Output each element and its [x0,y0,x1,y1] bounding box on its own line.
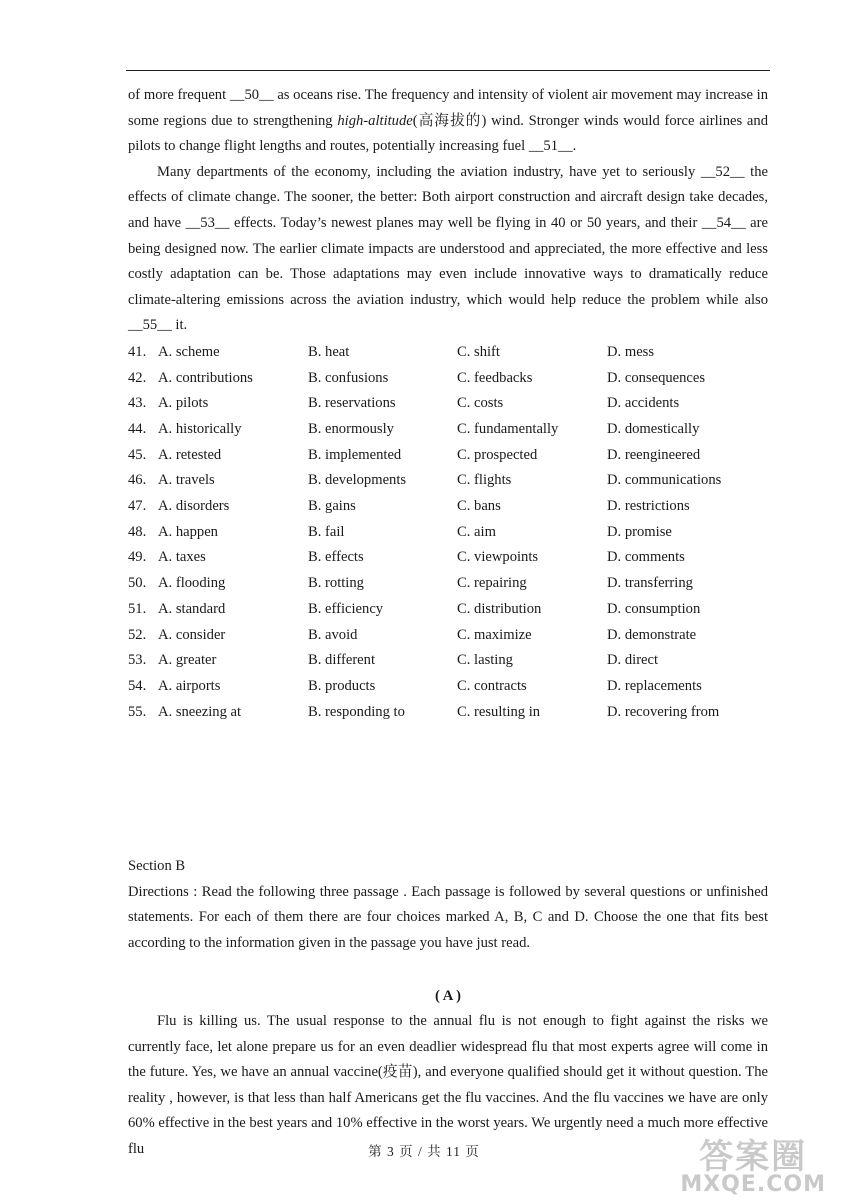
option-b: B. confusions [308,369,389,386]
option-row [128,340,768,366]
option-c: C. resulting in [457,703,541,720]
option-d: D. transferring [607,575,693,592]
option-a: A. pilots [158,395,209,412]
option-b: B. rotting [308,575,364,592]
option-row [128,571,768,597]
question-number: 41. [128,343,147,360]
option-a: A. travels [158,472,215,489]
option-b: B. reservations [308,395,396,412]
watermark-line-1: 答案圈 [699,1137,808,1177]
section-b [128,854,768,956]
header-rule [126,70,770,71]
option-d: D. replacements [607,677,702,694]
cloze-passage [128,83,768,725]
question-number: 44. [128,421,147,437]
option-a: A. sneezing at [158,703,242,720]
question-number: 50. [128,575,147,592]
option-b: B. effects [308,549,364,566]
option-row [128,545,768,571]
option-c: C. feedbacks [457,369,533,386]
option-d: D. demonstrate [607,626,697,643]
option-b: B. enormously [308,421,394,437]
option-c: C. viewpoints [457,549,539,566]
question-number: 46. [128,472,147,489]
option-b: B. fail [308,523,345,540]
paragraph-text: of more frequent __50__ as oceans rise. The frequency and intensity of violent air movement may increase in some regions due to strengthening [128,87,768,129]
option-a: A. consider [158,626,226,643]
passage-paragraph-1 [128,83,768,160]
option-row [128,468,768,494]
option-a: A. airports [158,677,221,694]
watermark-line-2: MXQE.COM [680,1172,826,1197]
option-a: A. greater [158,652,217,669]
option-row [128,623,768,649]
option-d: D. consequences [607,369,706,386]
question-number: 51. [128,600,147,617]
option-row [128,391,768,417]
option-d: D. communications [607,472,722,489]
section-b-directions: Directions : Read the following three passage . Each passage is followed by several questions or unfinished statements. For each of them there are four choices marked A, B, C and D. Choose the one that fits best according to the information given in the passage you have just read. [128,883,768,951]
option-c: C. contracts [457,677,527,694]
option-c: C. shift [457,343,500,360]
passage-a-text: Flu is killing us. The usual response to the annual flu is not enough to fight against the risks we currently face, let alone prepare us for an even deadlier widespread flu that most experts agree will come in the future. Yes, we have an annual vaccine(疫苗), and everyone qualified should get it without question. The reality , however, is that less than half Americans get the flu vaccines. And the flu vaccines we have are only 60% effective in the best years and 10% effective in the worst years. We urgently need a much more effective flu [128,1013,768,1157]
option-a: A. happen [158,523,218,540]
option-c: C. prospected [457,446,538,463]
question-number: 53. [128,652,147,669]
option-row [128,366,768,392]
option-d: D. restrictions [607,498,690,515]
option-c: C. lasting [457,652,513,669]
option-d: D. mess [607,343,655,360]
question-number: 54. [128,677,147,694]
option-row [128,417,768,443]
option-b: B. gains [308,498,356,515]
option-row [128,520,768,546]
option-c: C. flights [457,472,512,489]
option-c: C. costs [457,395,504,412]
option-c: C. maximize [457,626,532,643]
option-b: B. responding to [308,703,405,720]
italic-term: high-altitude [337,112,413,129]
option-a: A. disorders [158,498,230,515]
option-d: D. accidents [607,395,680,412]
question-number: 48. [128,523,147,540]
option-d: D. comments [607,549,685,566]
question-number: 45. [128,446,147,463]
paragraph-text: (高海拔的) wind. Stronger winds would force airlines and pilots to change flight lengths and routes, potentially increasing fuel __51__. [128,112,769,155]
option-a: A. scheme [158,343,220,360]
option-d: D. reengineered [607,446,701,463]
option-a: A. historically [158,421,242,437]
option-d: D. recovering from [607,703,720,720]
option-d: D. promise [607,523,672,540]
option-b: B. avoid [308,626,358,643]
option-c: C. bans [457,498,501,515]
section-b-heading: Section B [128,858,186,874]
option-row [128,674,768,700]
question-number: 55. [128,703,147,720]
passage-paragraph-2: Many departments of the economy, including the aviation industry, have yet to seriously __52__ the effects of climate change. The sooner, the better: Both airport construction and aircraft design take decades, and have __53__ effects. Today’s newest planes may well be flying in 40 or 50 years, and their __54__ are being designed now. The earlier climate impacts are understood and appreciated, the more effective and less costly adaptation can be. Those adaptations may even include innovative ways to dramatically reduce climate-altering emissions across the aviation industry, which would help reduce the problem while also __55__ it. [128,163,768,334]
option-d: D. domestically [607,421,700,437]
watermark-logo [680,1137,826,1197]
question-number: 42. [128,369,147,386]
page-footer: 第 3 页 / 共 11 页 [368,1144,480,1159]
option-row [128,648,768,674]
option-a: A. retested [158,446,222,463]
option-row [128,597,768,623]
option-d: D. direct [607,652,659,669]
option-b: B. products [308,677,376,694]
question-number: 43. [128,395,147,412]
option-a: A. standard [158,600,226,617]
option-d: D. consumption [607,600,701,617]
question-number: 47. [128,498,147,515]
option-b: B. implemented [308,446,402,463]
option-row [128,443,768,469]
option-b: B. efficiency [308,600,384,617]
option-a: A. flooding [158,575,226,592]
option-a: A. contributions [158,369,253,386]
option-c: C. repairing [457,575,527,592]
option-c: C. distribution [457,600,542,617]
option-b: B. different [308,652,376,669]
option-row [128,700,768,726]
option-row [128,494,768,520]
option-b: B. developments [308,472,407,489]
passage-a-title: ( A ) [435,988,461,1004]
question-number: 52. [128,626,147,643]
question-number: 49. [128,549,147,566]
option-a: A. taxes [158,549,206,566]
option-b: B. heat [308,343,350,360]
option-c: C. fundamentally [457,421,559,437]
options-list [128,340,768,725]
option-c: C. aim [457,523,496,540]
